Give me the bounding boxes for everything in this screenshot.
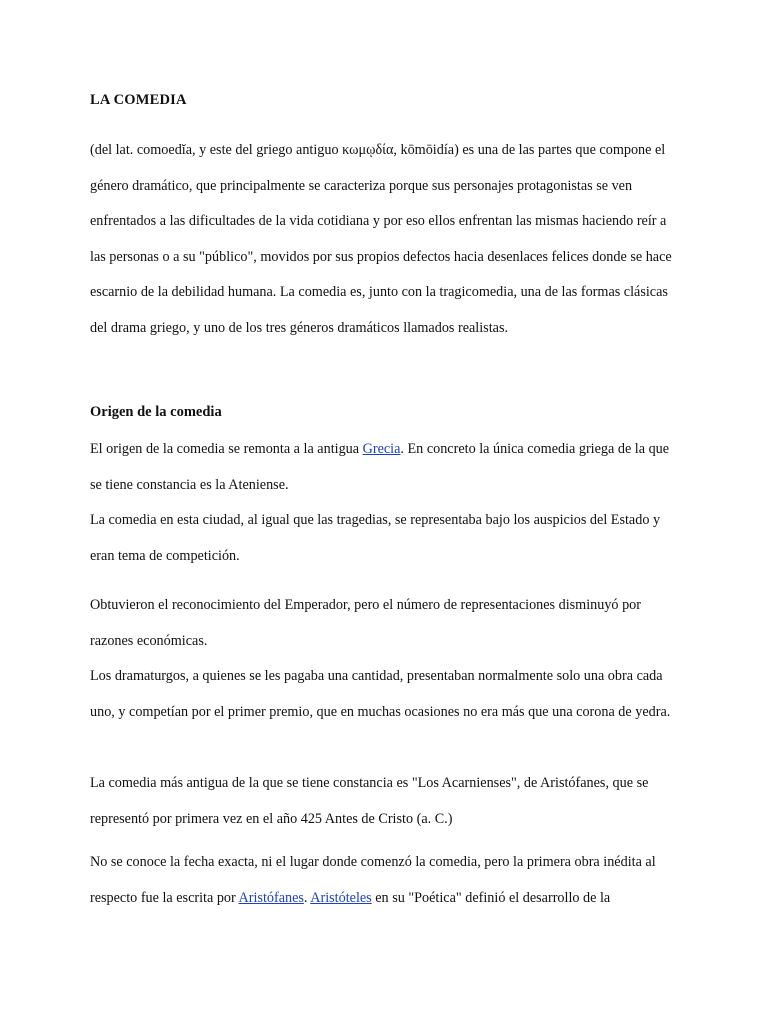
origin-paragraph-3: Obtuvieron el reconocimiento del Emperador, pero el número de representaciones disminuyó por razones económicas. — [90, 597, 641, 649]
p6-text-after: en su "Poética" definió el desarrollo de la — [371, 889, 611, 906]
origin-paragraph-6 — [90, 845, 680, 916]
origin-paragraph-5: La comedia más antigua de la que se tiene constancia es "Los Acarnienses", de Aristófanes, que se representó por primera vez en el año 425 Antes de Cristo (a. C.) — [90, 775, 649, 827]
grecia-link[interactable]: Grecia — [362, 441, 401, 457]
document-title: LA COMEDIA — [90, 92, 187, 108]
intro-paragraph: (del lat. comoedĭa, y este del griego antiguo κωμῳδία, kōmōidía) es una de las partes que compone el género dramático, que principalmente se caracteriza porque sus personajes protagonistas se ven enfrentados a las dificultades de la vida cotidiana y por eso ellos enfrentan las mismas haciendo reír a las personas o a su "público", movidos por sus propios defectos hacia desenlaces felices donde se hace escarnio de la debilidad humana. La comedia es, junto con la tragicomedia, una de las formas clásicas del drama griego, y uno de los tres géneros dramáticos llamados realistas. — [90, 142, 672, 336]
origin-text-after: . En concreto la única comedia griega de la que se tiene constancia es la Ateniense. — [90, 441, 670, 493]
origin-paragraph-1 — [90, 432, 680, 503]
origin-paragraph-4: Los dramaturgos, a quienes se les pagaba una cantidad, presentaban normalmente solo una obra cada uno, y competían por el primer premio, que en muchas ocasiones no era más que una corona de yedra. — [90, 668, 671, 720]
origin-text-before: El origen de la comedia se remonta a la antigua — [90, 441, 363, 457]
p6-text-before: No se conoce la fecha exacta, ni el lugar donde comenzó la comedia, pero la primera obra inédita al respecto fue la escrita por — [90, 854, 656, 906]
origin-paragraph-2: La comedia en esta ciudad, al igual que las tragedias, se representaba bajo los auspicios del Estado y eran tema de competición. — [90, 512, 661, 564]
aristofanes-link[interactable]: Aristófanes — [238, 889, 304, 906]
p6-text-mid: . — [303, 889, 311, 906]
aristoteles-link[interactable]: Aristóteles — [310, 889, 372, 906]
section-heading: Origen de la comedia — [90, 404, 222, 420]
